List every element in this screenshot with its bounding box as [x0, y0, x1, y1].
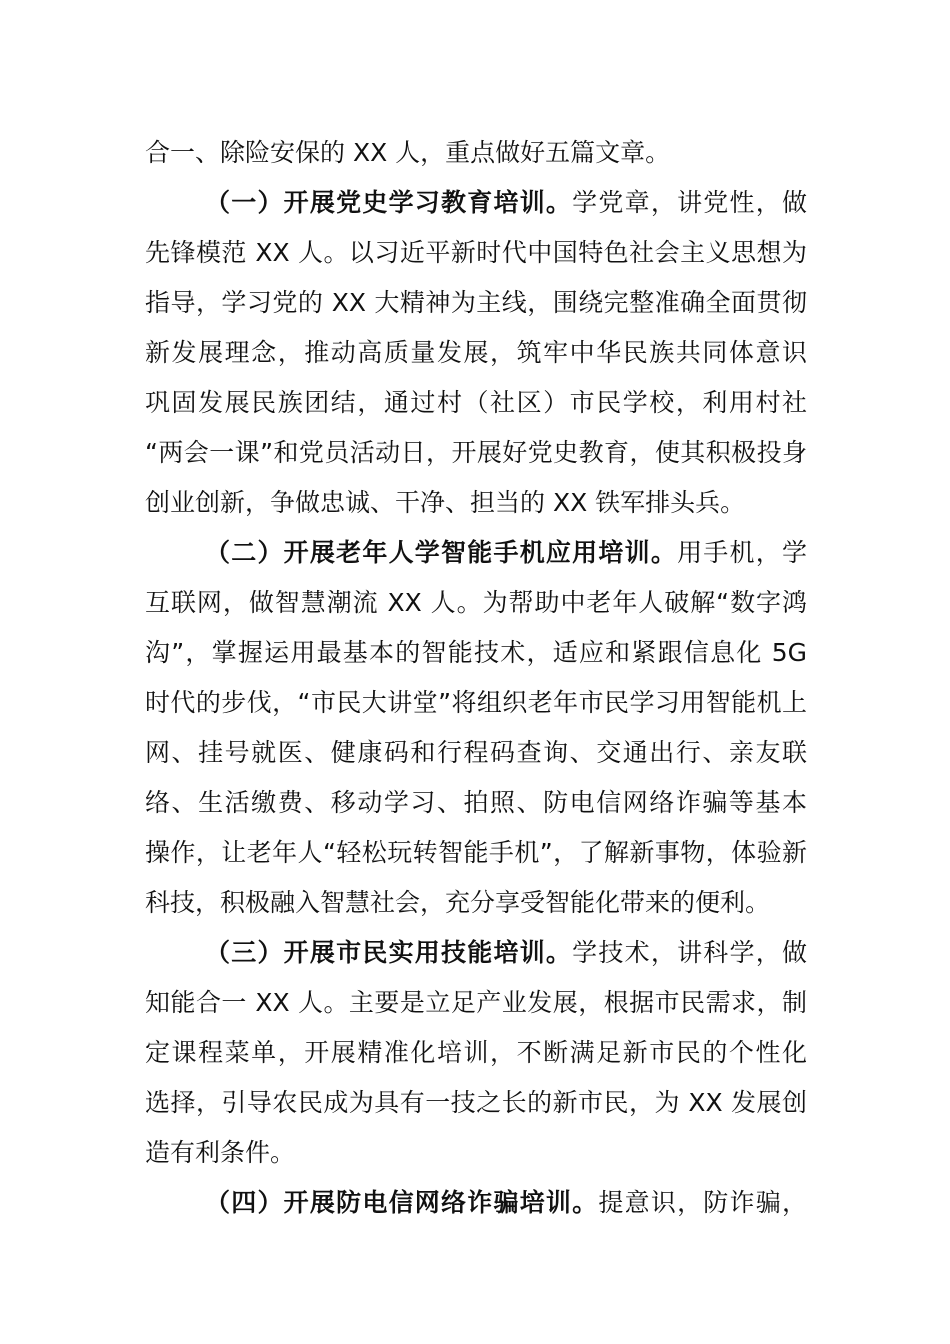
text-line: 选择，引导农民成为具有一技之长的新市民，为 XX 发展创: [145, 1088, 807, 1117]
text-line: 时代的步伐，“市民大讲堂”将组织老年市民学习用智能机上: [145, 688, 807, 717]
text-line: 网、挂号就医、健康码和行程码查询、交通出行、亲友联: [145, 738, 807, 767]
text-line: 合一、除险安保的 XX 人，重点做好五篇文章。: [145, 138, 671, 167]
text-line: 指导，学习党的 XX 大精神为主线，围绕完整准确全面贯彻: [145, 288, 807, 317]
text-line: 定课程菜单，开展精准化培训，不断满足新市民的个性化: [145, 1038, 807, 1067]
text-line: “两会一课”和党员活动日，开展好党史教育，使其积极投身: [145, 438, 807, 467]
section-heading: （二）开展老年人学智能手机应用培训。: [205, 538, 678, 567]
section-heading: （四）开展防电信网络诈骗培训。: [205, 1188, 599, 1217]
section-2-heading-line: （二）开展老年人学智能手机应用培训。用手机，学: [205, 538, 807, 567]
text-line: 沟”，掌握运用最基本的智能技术，适应和紧跟信息化 5G: [145, 638, 807, 667]
text-line: 知能合一 XX 人。主要是立足产业发展，根据市民需求，制: [145, 988, 807, 1017]
text-line: 创业创新，争做忠诚、干净、担当的 XX 铁军排头兵。: [145, 488, 746, 517]
section-heading: （一）开展党史学习教育培训。: [205, 188, 573, 217]
text-line: 造有利条件。: [145, 1138, 296, 1167]
section-1-heading-line: （一）开展党史学习教育培训。学党章，讲党性，做: [205, 188, 807, 217]
text-line: 互联网，做智慧潮流 XX 人。为帮助中老年人破解“数字鸿: [145, 588, 807, 617]
text-line: 络、生活缴费、移动学习、拍照、防电信网络诈骗等基本: [145, 788, 807, 817]
text-line: 科技，积极融入智慧社会，充分享受智能化带来的便利。: [145, 888, 771, 917]
text-line: 新发展理念，推动高质量发展，筑牢中华民族共同体意识: [145, 338, 807, 367]
section-3-heading-line: （三）开展市民实用技能培训。学技术，讲科学，做: [205, 938, 807, 967]
text-line: 巩固发展民族团结，通过村（社区）市民学校，利用村社: [145, 388, 807, 417]
text-line: 操作，让老年人“轻松玩转智能手机”，了解新事物，体验新: [145, 838, 807, 867]
text-line: 先锋模范 XX 人。以习近平新时代中国特色社会主义思想为: [145, 238, 807, 267]
document-body: [145, 128, 807, 1228]
section-4-heading-line: （四）开展防电信网络诈骗培训。提意识，防诈骗，: [205, 1188, 807, 1217]
section-heading: （三）开展市民实用技能培训。: [205, 938, 573, 967]
